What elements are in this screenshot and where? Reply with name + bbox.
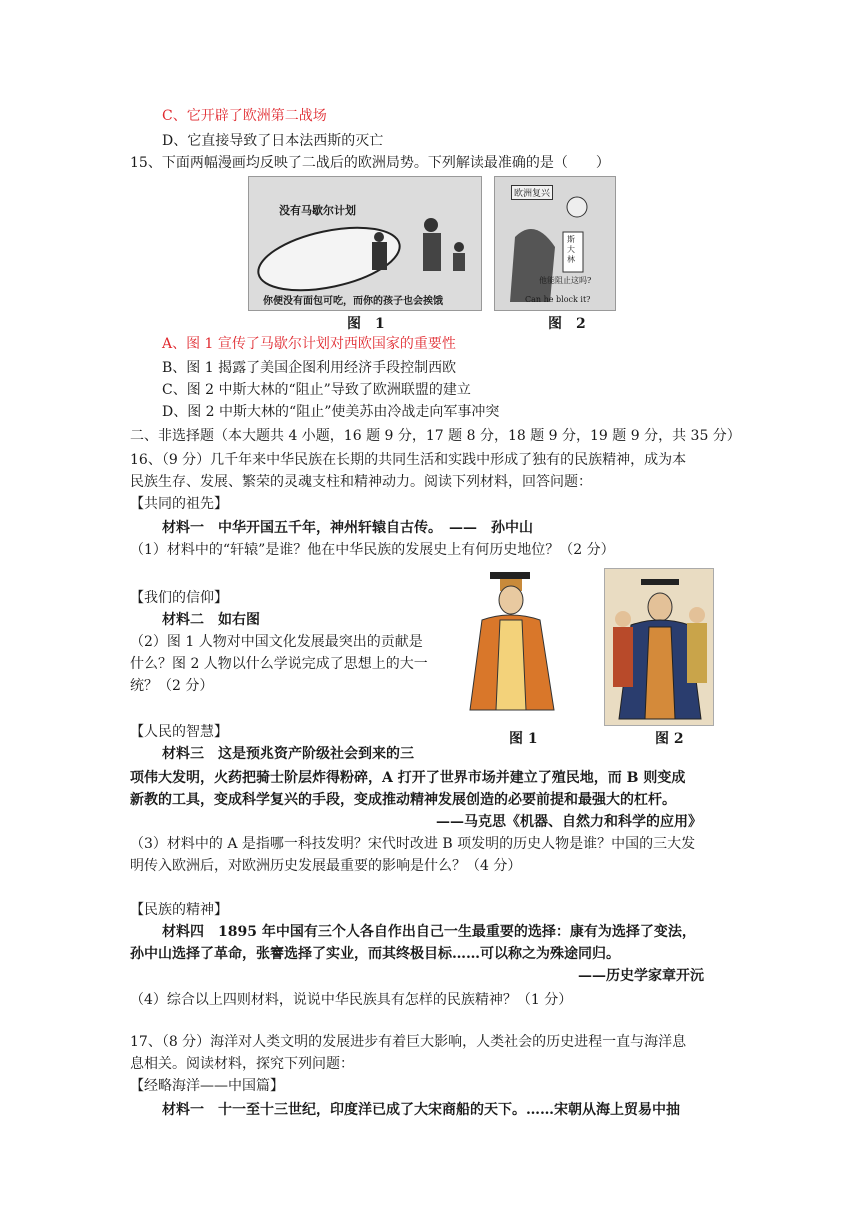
material-17-1: 材料一 十一至十三世纪，印度洋已成了大宋商船的天下。……宋朝从海上贸易中抽 bbox=[162, 1102, 680, 1118]
material-4-source: ——历史学家章开沅 bbox=[578, 968, 704, 984]
material-1: 材料一 中华开国五千年，神州轩辕自古传。 —— 孙中山 bbox=[162, 520, 533, 536]
cartoon-1-title: 没有马歇尔计划 bbox=[279, 204, 356, 217]
heading-common-ancestor: 【共同的祖先】 bbox=[130, 496, 228, 512]
question-16-2-line-3: 统？（2 分） bbox=[130, 678, 214, 694]
section-2-heading: 二、非选择题（本大题共 4 小题，16 题 9 分，17 题 8 分，18 题 9 分，19 题 9 分，共 35 分） bbox=[130, 428, 741, 444]
question-15: 15、下面两幅漫画均反映了二战后的欧洲局势。下列解读最准确的是（ ） bbox=[130, 155, 610, 171]
question-16-4: （4）综合以上四则材料，说说中华民族具有怎样的民族精神？（1 分） bbox=[130, 992, 573, 1008]
material-3-line-1: 材料三 这是预兆资产阶级社会到来的三 bbox=[162, 746, 414, 762]
material-3-line-2: 项伟大发明，火药把骑士阶层炸得粉碎，A 打开了世界市场并建立了殖民地，而 B 则变成 bbox=[130, 770, 686, 786]
cartoon-caption-1: 图 1 bbox=[347, 316, 385, 332]
portrait-figure-2 bbox=[604, 568, 714, 726]
q15-option-a: A、图 1 宣传了马歇尔计划对西欧国家的重要性 bbox=[162, 336, 456, 352]
emperor-portrait-1 bbox=[462, 570, 566, 720]
material-2: 材料二 如右图 bbox=[162, 612, 260, 628]
portrait-caption-1: 图 1 bbox=[509, 731, 538, 747]
option-d: D、它直接导致了日本法西斯的灭亡 bbox=[162, 133, 384, 149]
cartoon-2-title: 欧洲复兴 bbox=[511, 185, 553, 200]
question-17-line-1: 17、（8 分）海洋对人类文明的发展进步有着巨大影响，人类社会的历史进程一直与海洋息 bbox=[130, 1034, 687, 1050]
cartoon-2-english: Can he block it? bbox=[525, 295, 591, 304]
cartoon-figure-1 bbox=[248, 176, 482, 311]
cartoon-1-drawing bbox=[249, 177, 481, 310]
cartoon-1-caption: 你便没有面包可吃，而你的孩子也会挨饿 bbox=[263, 296, 443, 307]
portrait-figure-1 bbox=[462, 570, 566, 720]
option-c: C、它开辟了欧洲第二战场 bbox=[162, 108, 327, 124]
portrait-caption-2: 图 2 bbox=[655, 731, 684, 747]
material-4-line-1: 材料四 1895 年中国有三个人各自作出自己一生最重要的选择：康有为选择了变法， bbox=[162, 924, 696, 940]
heading-national-spirit: 【民族的精神】 bbox=[130, 902, 228, 918]
cartoon-caption-2: 图 2 bbox=[548, 316, 586, 332]
question-16-line-1: 16、（9 分）几千年来中华民族在长期的共同生活和实践中形成了独有的民族精神，成为本 bbox=[130, 452, 687, 468]
heading-ocean-china: 【经略海洋——中国篇】 bbox=[130, 1078, 284, 1094]
material-4-line-2: 孙中山选择了革命，张謇选择了实业，而其终极目标……可以称之为殊途同归。 bbox=[130, 946, 620, 962]
question-16-2-line-1: （2）图 1 人物对中国文化发展最突出的贡献是 bbox=[130, 634, 423, 650]
question-16-1: （1）材料中的“轩辕”是谁？他在中华民族的发展史上有何历史地位？（2 分） bbox=[130, 542, 615, 558]
q15-option-b: B、图 1 揭露了美国企图利用经济手段控制西欧 bbox=[162, 360, 457, 376]
q15-option-c: C、图 2 中斯大林的“阻止”导致了欧洲联盟的建立 bbox=[162, 382, 471, 398]
heading-people-wisdom: 【人民的智慧】 bbox=[130, 724, 228, 740]
question-16-line-2: 民族生存、发展、繁荣的灵魂支柱和精神动力。阅读下列材料，回答问题： bbox=[130, 474, 592, 490]
question-16-3-line-2: 明传入欧洲后，对欧洲历史发展最重要的影响是什么？（4 分） bbox=[130, 858, 522, 874]
q15-option-d: D、图 2 中斯大林的“阻止”使美苏由冷战走向军事冲突 bbox=[162, 404, 500, 420]
emperor-portrait-2 bbox=[605, 569, 713, 725]
question-16-3-line-1: （3）材料中的 A 是指哪一科技发明？宋代时改进 B 项发明的历史人物是谁？中国的三大发 bbox=[130, 836, 696, 852]
material-3-source: ——马克思《机器、自然力和科学的应用》 bbox=[436, 814, 702, 830]
cartoon-figure-2 bbox=[494, 176, 616, 311]
cartoon-2-stalin-label: 斯大林 bbox=[567, 235, 575, 264]
question-16-2-line-2: 什么？图 2 人物以什么学说完成了思想上的大一 bbox=[130, 656, 428, 672]
question-17-line-2: 息相关。阅读材料，探究下列问题： bbox=[130, 1056, 354, 1072]
material-3-line-3: 新教的工具，变成科学复兴的手段，变成推动精神发展创造的必要前提和最强大的杠杆。 bbox=[130, 792, 676, 808]
cartoon-2-bubble: 他能阻止这吗? bbox=[539, 276, 592, 285]
heading-our-belief: 【我们的信仰】 bbox=[130, 590, 228, 606]
